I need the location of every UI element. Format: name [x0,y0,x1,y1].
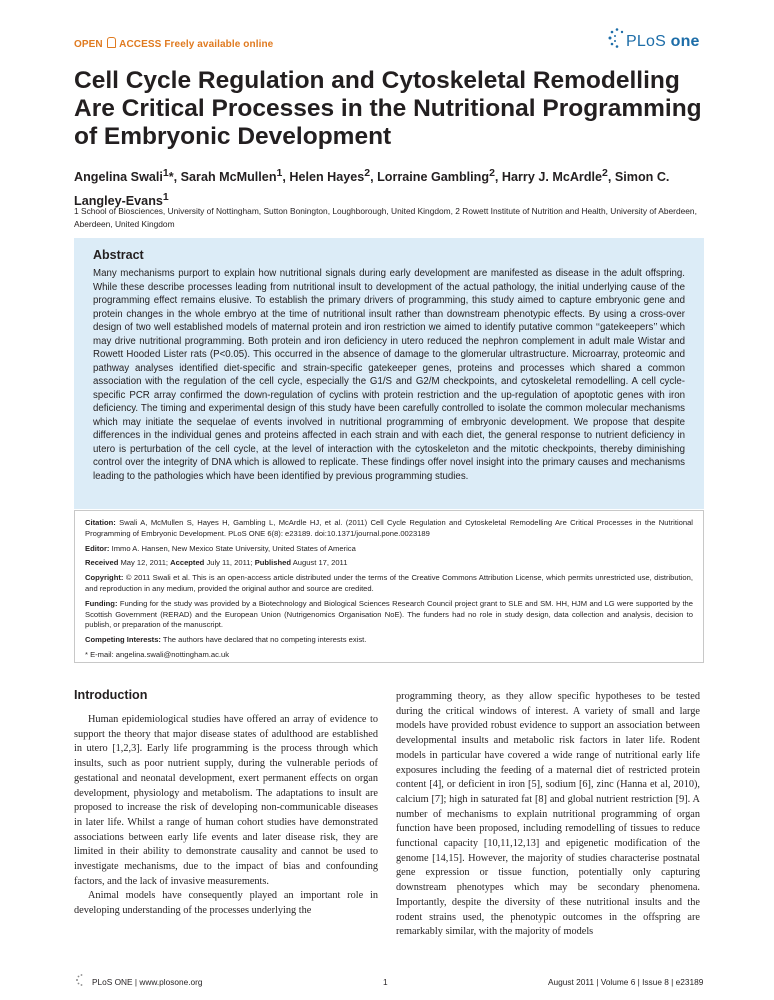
open-lock-icon [107,37,116,48]
logo-plos-text: PLoS [626,33,666,50]
intro-paragraph-right: programming theory, as they allow specific hypotheses to be tested during the critical windows of interest. A variety of small and large models have provided robust evidence to support an association between developmental insults and metabolic risk factors in later life. Rodent models in particular have covered a wide range of nutritional early life exposures including the feeding of a maternal diet of restricted protein content [4], or deficient in iron [5], sodium [6], zinc (Hanna et al, 2010), calcium [7]; high in saturated fat [8] and global nutrient restriction [9]. A number of mechanisms to explain nutritional programming of organ function have been proposed, including remodelling of tissues to reduce functional capacity [10,11,12,13] and epigenetic modification of the genome [14,15]. However, the majority of studies characterise postnatal gene expression or tissue function, potentially only capturing downstream phenotypes which may be secondary phenomena. Importantly, despite the diversity of these nutritional insults and the rodent strains used, the phenotypic outcomes in the offspring are remarkably similar, with the majority of models [396,691,700,938]
author-list: Angelina Swali$^1$*, Sarah McMullen$^1$, Helen Hayes$^2$, Lorraine Gambling$^2$, Harry J. McArdle$^2$, Simon C. Langley-Evans$^1$ [74,167,670,209]
editor: Editor: Immo A. Hansen, New Mexico State University, United States of America [85,543,356,553]
access-label: ACCESS [119,39,162,50]
introduction-heading: Introduction [74,688,148,702]
open-label: OPEN [74,39,103,50]
logo-one-text: one [670,33,700,50]
footer-journal: PLoS ONE | www.plosone.org [92,977,203,987]
footer-page-number: 1 [383,977,388,987]
plos-logo-icon [606,27,628,49]
competing-interests: Competing Interests: The authors have declared that no competing interests exist. [85,635,367,645]
left-column [74,713,378,919]
intro-paragraph-2: Animal models have consequently played an important role in developing understanding of the processes underlying the [74,890,378,917]
abstract-box [74,238,704,509]
footer-issue: August 2011 | Volume 6 | Issue 8 | e23189 [548,977,704,987]
copyright: Copyright: © 2011 Swali et al. This is an open-access article distributed under the terms of the Creative Commons Attribution License, which permits unrestricted use, distribution, and reproduction in any medium, provided the original author and source are credited. [85,573,693,593]
article-metadata [74,510,704,663]
plos-one-logo [606,27,706,53]
freely-available-label: Freely available online [164,39,274,50]
intro-paragraph-1: Human epidemiological studies have offered an array of evidence to support the theory that major disease states of adulthood are established in utero [1,2,3]. Early life programming is the process through which insults, such as poor nutrient supply, during the vulnerable periods of gestational and neonatal development, exert permanent effects on organ development, physiology and metabolism. The adaptations to insult are proposed to increase the risk of developing non-communicable diseases in later life. Whilst a range of human cohort studies have demonstrated associations between early life events and later disease risk, they are limited in their ability to demonstrate causality and cannot be used to investigate mechanisms, due to the impact of bias and confounding factors, and the lack of invasive measurements. [74,714,378,887]
article-title: Cell Cycle Regulation and Cytoskeletal Remodelling Are Critical Processes in the Nutritional Programming of Embryonic Development [74,67,702,150]
affiliations: 1 School of Biosciences, University of Nottingham, Sutton Bonington, Loughborough, United Kingdom, 2 Rowett Institute of Nutrition and Health, University of Aberdeen, Aberdeen, United Kingdom [74,206,697,229]
right-column [396,690,700,940]
funding: Funding: Funding for the study was provided by a Biotechnology and Biological Sciences Research Council project grant to SLE and SM. HH, HJM and LG were supported by the Scottish Government (RERAD) and the European Union (Nutrigenomics Organisation NoE). The funders had no role in study design, data collection and analysis, decision to publish, or preparation of the manuscript. [85,598,693,630]
abstract-text: Many mechanisms purport to explain how nutritional signals during early development are manifested as disease in the adult offspring. While these describe processes leading from nutritional insult to development of the actual pathology, the initial underlying cause of the programming effect remains elusive. To establish the primary drivers of programming, this study aimed to capture embryonic gene and protein changes in the whole embryo at the time of nutritional insult rather than downstream phenotypic effects. By using a cross-over design of two well established models of maternal protein and iron restriction we aimed to identify putative common ‘‘gatekeepers’’ which may drive nutritional programming. Both protein and iron deficiency in utero reduced the nephron complement in adult male Wistar and Rowett Hooded Lister rats (P<0.05). This occurred in the absence of damage to the glomerular ultrastructure. Microarray, proteomic and pathway analyses identified diet-specific and strain-specific gatekeeper genes, proteins and processes which shared a common association with the regulation of the cell cycle, especially the G1/S and G2/M checkpoints, and cytoskeletal remodelling. A cell cycle-specific PCR array confirmed the down-regulation of cyclins with protein restriction and the up-regulation of apoptotic genes with iron deficiency. The timing and experimental design of this study have been carefully controlled to isolate the common molecular mechanisms which may initiate the sequelae of events involved in nutritional programming of embryonic development. We propose that despite differences in the individual genes and proteins affected in each strain and with each diet, the general response to nutrient deficiency in utero is perturbation of the cell cycle, at the level of interaction with the cytoskeleton and the mitotic checkpoints, thereby diminishing control over the integrity of DNA which is allowed to replicate. These findings offer novel insight into the primary causes and mechanisms leading to the pathologies which have been identified by previous programming studies. [93,268,685,482]
email: * E-mail: angelina.swali@nottingham.ac.uk [85,649,230,659]
footer-plos-icon [74,973,88,987]
dates: Received May 12, 2011; Accepted July 11, 2011; Published August 17, 2011 [85,558,348,568]
abstract-heading: Abstract [93,248,144,262]
citation: Citation: Swali A, McMullen S, Hayes H, Gambling L, McArdle HJ, et al. (2011) Cell Cycle Regulation and Cytoskeletal Remodelling Are Critical Processes in the Nutritional Programming of Embryonic Development. PLoS ONE 6(8): e23189. doi:10.1371/journal.pone.0023189 [85,518,693,538]
open-access-banner [74,37,273,50]
